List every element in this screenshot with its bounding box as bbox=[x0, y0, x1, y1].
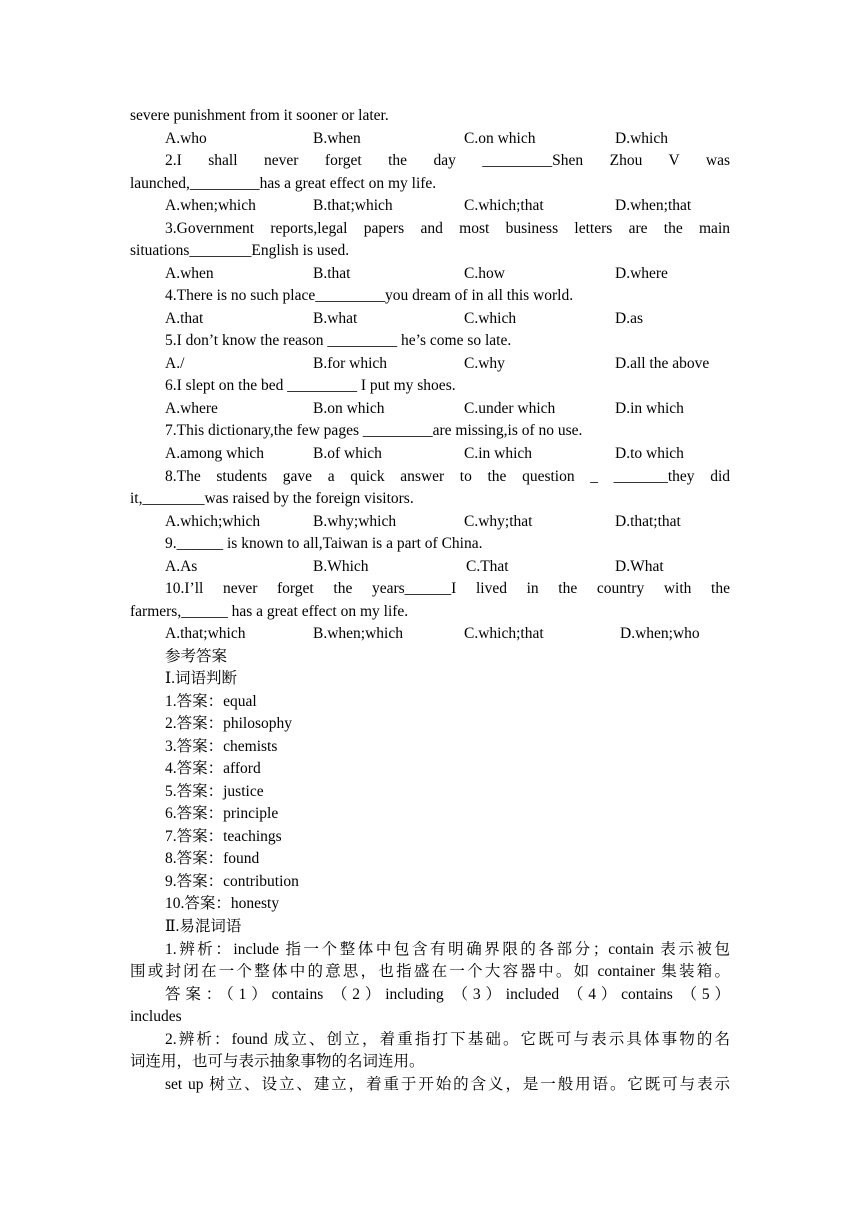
option-5d: D.all the above bbox=[615, 355, 710, 372]
option-9b: B.Which bbox=[313, 558, 369, 575]
question-10-line-2: farmers,______ has a great effect on my life. bbox=[130, 603, 409, 620]
option-3c: C.how bbox=[464, 265, 505, 282]
question-2-line-2: launched,_________has a great effect on my life. bbox=[130, 175, 437, 192]
option-2b: B.that;which bbox=[313, 197, 393, 214]
option-4b: B.what bbox=[313, 310, 358, 327]
option-10d: D.when;who bbox=[620, 625, 700, 642]
question-2-line-1: 2.I shall never forget the day _________Shen Zhou V was bbox=[165, 152, 730, 169]
option-7a: A.among which bbox=[165, 445, 265, 462]
option-2a: A.when;which bbox=[165, 197, 256, 214]
explanation-1-answers-cont: includes bbox=[130, 1008, 182, 1025]
option-1d: D.which bbox=[615, 130, 668, 147]
question-7: 7.This dictionary,the few pages _________are missing,is of no use. bbox=[165, 422, 583, 439]
question-8-line-1: 8.The students gave a quick answer to the question _ _______they did bbox=[165, 468, 730, 485]
section-1-heading: Ⅰ.词语判断 bbox=[165, 670, 237, 687]
option-9a: A.As bbox=[165, 558, 198, 575]
question-3-line-2: situations________English is used. bbox=[130, 242, 350, 259]
option-4d: D.as bbox=[615, 310, 643, 327]
question-3-line-1: 3.Government reports,legal papers and most business letters are the main bbox=[165, 220, 730, 237]
option-8b: B.why;which bbox=[313, 513, 397, 530]
option-2d: D.when;that bbox=[615, 197, 692, 214]
answer-item: 6.答案：principle bbox=[165, 805, 279, 822]
question-9: 9.______ is known to all,Taiwan is a part of China. bbox=[165, 535, 483, 552]
option-3d: D.where bbox=[615, 265, 668, 282]
option-5c: C.why bbox=[464, 355, 505, 372]
question-6: 6.I slept on the bed _________ I put my shoes. bbox=[165, 377, 456, 394]
answer-item: 8.答案：found bbox=[165, 850, 260, 867]
option-10a: A.that;which bbox=[165, 625, 246, 642]
option-3a: A.when bbox=[165, 265, 214, 282]
question-4: 4.There is no such place_________you dream of in all this world. bbox=[165, 287, 574, 304]
explanation-2-line-2: 词连用，也可与表示抽象事物的名词连用。 bbox=[130, 1053, 425, 1070]
option-8a: A.which;which bbox=[165, 513, 261, 530]
option-2c: C.which;that bbox=[464, 197, 544, 214]
answers-heading: 参考答案 bbox=[165, 648, 228, 665]
option-7b: B.of which bbox=[313, 445, 382, 462]
text-line: severe punishment from it sooner or later. bbox=[130, 107, 389, 124]
option-5a: A./ bbox=[165, 355, 185, 372]
answer-item: 1.答案：equal bbox=[165, 693, 257, 710]
option-6b: B.on which bbox=[313, 400, 385, 417]
answer-item: 2.答案：philosophy bbox=[165, 715, 293, 732]
explanation-1-answers: 答案：（1）contains （2）including （3）included （4）contains （5） bbox=[165, 986, 730, 1003]
option-10c: C.which;that bbox=[464, 625, 544, 642]
option-1a: A.who bbox=[165, 130, 207, 147]
option-6d: D.in which bbox=[615, 400, 684, 417]
option-4a: A.that bbox=[165, 310, 204, 327]
option-3b: B.that bbox=[313, 265, 351, 282]
question-8-line-2: it,________was raised by the foreign visitors. bbox=[130, 490, 414, 507]
answer-item: 7.答案：teachings bbox=[165, 828, 282, 845]
section-2-heading: Ⅱ.易混词语 bbox=[165, 918, 242, 935]
option-4c: C.which bbox=[464, 310, 517, 327]
option-7d: D.to which bbox=[615, 445, 684, 462]
question-10-line-1: 10.I’ll never forget the years______I lived in the country with the bbox=[165, 580, 730, 597]
option-5b: B.for which bbox=[313, 355, 388, 372]
option-1b: B.when bbox=[313, 130, 361, 147]
option-6a: A.where bbox=[165, 400, 218, 417]
answer-item: 3.答案：chemists bbox=[165, 738, 278, 755]
question-5: 5.I don’t know the reason _________ he’s come so late. bbox=[165, 332, 512, 349]
explanation-1-line-1: 1.辨析：include 指一个整体中包含有明确界限的各部分；contain 表示被包 bbox=[165, 941, 730, 958]
option-8c: C.why;that bbox=[464, 513, 533, 530]
option-6c: C.under which bbox=[464, 400, 556, 417]
answer-item: 5.答案：justice bbox=[165, 783, 264, 800]
explanation-1-line-2: 围或封闭在一个整体中的意思，也指盛在一个大容器中。如 container 集装箱。 bbox=[130, 963, 730, 980]
explanation-2-line-3: set up 树立、设立、建立，着重于开始的含义，是一般用语。它既可与表示 bbox=[165, 1076, 730, 1093]
explanation-2-line-1: 2.辨析：found 成立、创立，着重指打下基础。它既可与表示具体事物的名 bbox=[165, 1031, 730, 1048]
answer-item: 9.答案：contribution bbox=[165, 873, 299, 890]
option-10b: B.when;which bbox=[313, 625, 403, 642]
answer-item: 10.答案：honesty bbox=[165, 895, 280, 912]
option-7c: C.in which bbox=[464, 445, 533, 462]
option-9c: C.That bbox=[466, 558, 509, 575]
option-1c: C.on which bbox=[464, 130, 536, 147]
option-8d: D.that;that bbox=[615, 513, 681, 530]
option-9d: D.What bbox=[615, 558, 664, 575]
answer-item: 4.答案：afford bbox=[165, 760, 261, 777]
